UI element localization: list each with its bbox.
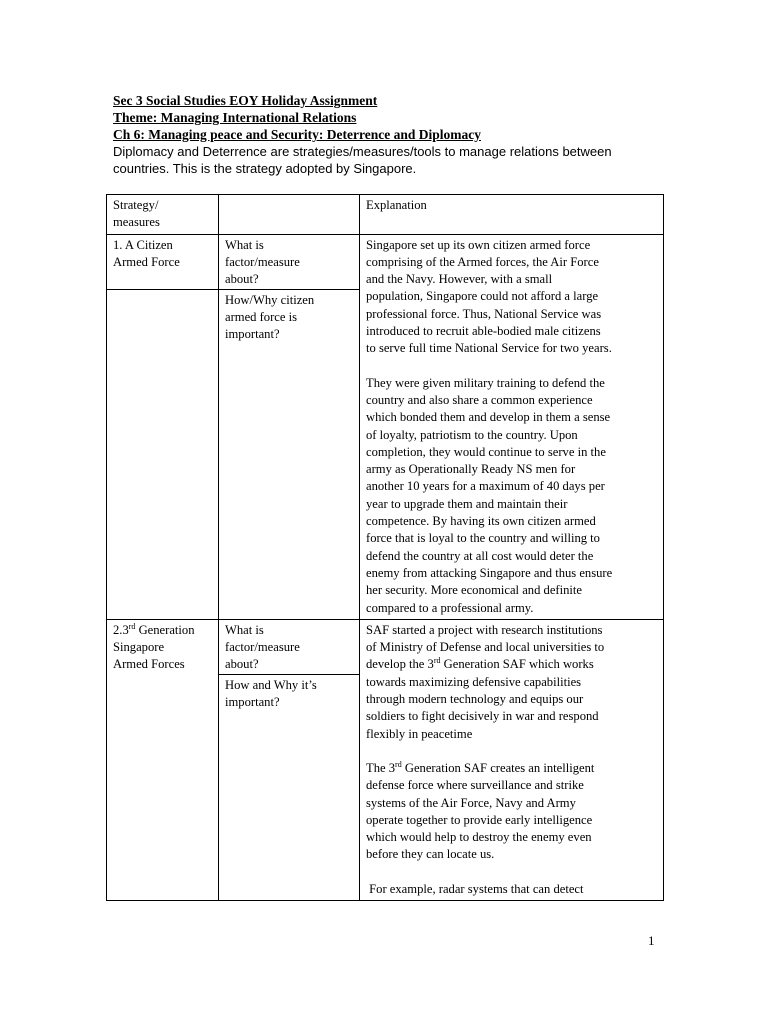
table-row [107,619,664,900]
intro-line: Diplomacy and Deterrence are strategies/measures/tools to manage relations between [113,144,612,159]
explanation-paragraph: The 3rd Generation SAF creates an intelligent defense force where surveillance and strike systems of the Air Force, Navy and Army operate together to provide early intelligence which would help to destroy the enemy even before they can locate us. [366,759,595,862]
explanation-paragraph: They were given military training to defend the country and also share a common experience which bonded them and develop in them a sense of loyalty, patriotism to the country. Upon completion, they would continue to serve in the army as Operationally Ready NS men for another 10 years for a maximum of 40 days per year to upgrade them and maintain their competence. By having its own citizen armed force that is loyal to the country and willing to defend the country at all cost would deter the enemy from attacking Singapore and thus ensure her security. More economical and definite compared to a professional army. [366,375,613,615]
assignment-title: Sec 3 Social Studies EOY Holiday Assignment [113,93,378,108]
intro-paragraph [113,143,673,177]
explanation-cell [360,619,664,900]
question-cell [219,234,360,619]
explanation-paragraph: SAF started a project with research institutions of Ministry of Defense and local universities to develop the 3rd Generation SAF which works towards maximizing defensive capabilities through modern technology and equips our soldiers to fight decisively in war and respond flexibly in peacetime [366,622,605,741]
chapter-heading: Ch 6: Managing peace and Security: Deterrence and Diplomacy [113,127,481,142]
strategy-header-cell: Strategy/ measures [107,195,219,235]
explanation-paragraph: Singapore set up its own citizen armed force comprising of the Armed forces, the Air Force and the Navy. However, with a small population, Singapore could not afford a large professional force. Thus, National Service was introduced to recruit able-bodied male citizens to serve full time National Service for two years. [366,237,612,356]
question-why-important: How/Why citizen armed force is important? [225,292,315,342]
intro-line: countries. This is the strategy adopted by Singapore. [113,161,417,176]
question-what-is: What is factor/measure about? [219,235,359,290]
explanation-header-cell: Explanation [360,195,664,235]
question-header-cell [219,195,360,235]
explanation-paragraph: For example, radar systems that can detect [366,881,584,896]
table-row [107,234,664,619]
page-number: 1 [648,933,655,948]
theme-heading: Theme: Managing International Relations [113,110,357,125]
question-why-important: How and Why it’s important? [225,677,317,710]
explanation-cell [360,234,664,619]
table-header-row [107,195,664,235]
question-cell [219,619,360,900]
strategy-cell-citizen-armed-force: 1. A Citizen Armed Force [107,234,219,619]
strategy-table [106,194,664,901]
question-what-is: What is factor/measure about? [219,620,359,675]
strategy-cell-3rd-generation-saf: 2.3rd Generation Singapore Armed Forces [107,619,219,900]
